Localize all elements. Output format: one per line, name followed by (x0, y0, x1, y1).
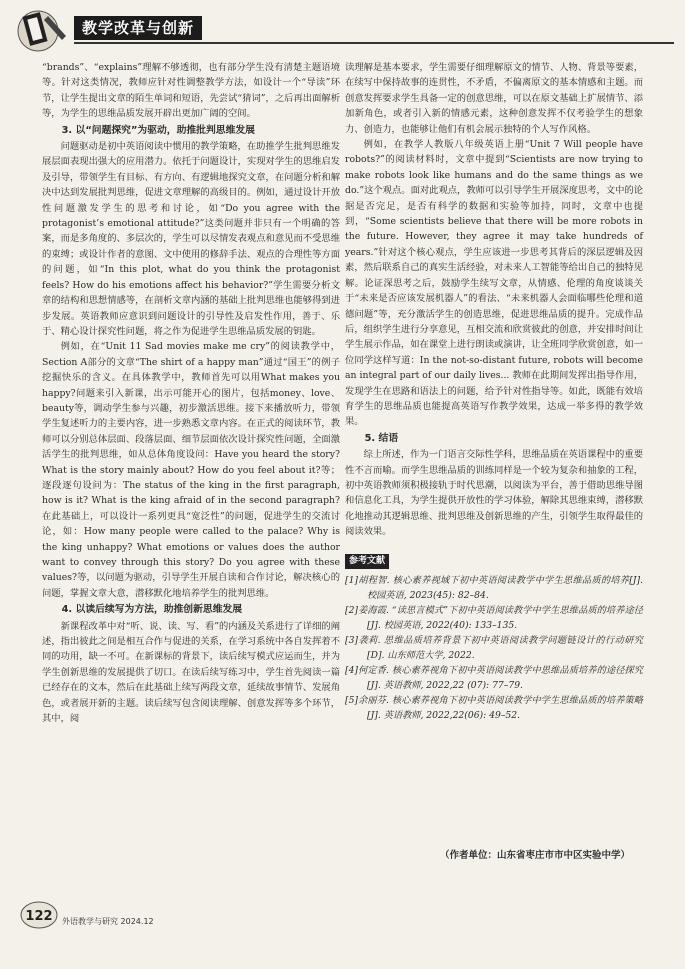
page-number: 122 (25, 909, 53, 924)
author-affiliation: （作者单位：山东省枣庄市市中区实验中学） (440, 850, 631, 861)
reference-item: [1]胡程智. 核心素养视域下初中英语阅读教学中学生思维品质的培养[J]. 校园英语, 2023(45): 82–84. (345, 575, 643, 601)
right-column (345, 60, 643, 723)
header-divider (74, 42, 674, 44)
paragraph: 读理解是基本要求，学生需要仔细理解原文的情节、人物、背景等要素，在续写中保持故事的连贯性，不矛盾，不偏离原文的基本情感和主题。而创意发挥要求学生具备一定的创意思维，可以在原文基础上扩展情节、添加新角色，或者引入新的情感元素，这种创意发挥不仅考验学生的想象力、创造力，也能够让他们有机会展示独特的个人写作风格。 (345, 62, 643, 135)
paragraph: 综上所述，作为一门语言交际性学科，思维品质在英语课程中的重要性不言而喻。而学生思维品质的训练同样是一个较为复杂和抽象的工程，初中英语教师须积极接轨于时代思潮，以阅读为平台，善于借助思维导图和信息化工具，为学生提供开放性的学习体验，解除其思维束缚，潜移默化地推动其逻辑思维、批判思维及创新思维的产生，引领学生取得最佳的阅读效果。 (345, 449, 643, 538)
header-logo-icon (14, 6, 78, 56)
paragraph: “brands”、“explains”理解不够透彻，也有部分学生没有清楚主题语境等。针对这类情况，教师应针对性调整教学方法，如设计一个“导读”环节，让学生提出文章的陌生单词和短语，先尝试“猜词”，之后再出面解析等，为学生的思维品质发展开辟出更加广阔的空间。 (42, 62, 340, 120)
journal-footer: 外语教学与研究 2024.12 (62, 917, 154, 926)
section-heading-5: 5. 结语 (364, 432, 399, 444)
paragraph: 问题驱动是初中英语阅读中惯用的教学策略，在助推学生批判思维发展层面表现出强大的应用潜力。依托于问题设计，实现对学生的思维启发及引导，带领学生有目标、有方向、有逻辑地探究文章，在问题分析和解决中达到发展批判思维，促进文章理解的高级目的。例如，通过设计开放性问题激发学生的思考和讨论，如“Do you agree with the protagonist’s emotional attitude?”这类问题并非只有一个明确的答案，而是多角度的、多层次的，学生可以尽情发表观点和意见而不受思维的束缚；或设计作者的意图、文中使用的修辞手法、观点的合理性等方面的问题，如“In this plot, what do you think the protagonist feels? How do his emotions affect his behavior?”学生需要分析文章的结构和思想情感等，在剖析文章内涵的基础上批判思维也能够得到进步发展。英语教师应意识到问题设计的引导性及启发性作用，善于、乐于、精心设计探究性问题，将之作为促进学生思维品质发展的钥匙。 (42, 141, 340, 337)
page-number-badge (20, 900, 58, 930)
reference-item: [3]袭莉. 思维品质培养背景下初中英语阅读教学问题链设计的行动研究[D]. 山东师范大学, 2022. (345, 635, 643, 661)
references-list (345, 573, 643, 723)
reference-item: [2]姜海霞. “读思言模式”下初中英语阅读教学中学生思维品质的培养途径[J]. 校园英语, 2022(40): 133–135. (345, 605, 643, 631)
paragraph: 例如，在教学人教版八年级英语上册“Unit 7 Will people have robots?”的阅读材料时，文章中提到“Scientists are now trying to make robots look like humans and do the same things as we do.”这个观点。面对此观点，教师可以引导学生开展深度思考，文中的论据是否完足，是否有科学的数据和实验等加持，同时，文章中也提到，“Some scientists believe that there will be more robots in the future. However, they agree it may take hundreds of years.”针对这个核心观点，学生应该进一步思考其背后的深层逻辑及因素，然后联系自己的真实生活经验，对未来人工智能等给出自己的独特见解。论证深思考之后，鼓励学生续写文章，从情感、伦理的角度谈谈关于“未来是否应该发展机器人”的看法、“未来机器人会面临哪些伦理和道德问题”等，充分激活学生的创造思维，促进思维品质的提升。完成作品后，组织学生进行分享意见，互相交流和欣赏彼此的创意，并安排时间让学生展示作品，如在课堂上进行朗读或演讲，让全班同学欣赏创意，如一位同学这样写道：In the not-so-distant future, robots will become an integral part of our daily lives... 教师在此期间发挥出指导作用，发现学生在思路和语法上的问题，给予针对性指导等。如此，既能有效培育学生的思维品质也能提高英语写作教学效果，达成一举多得的教学效果。 (345, 139, 643, 428)
section-title: 教学改革与创新 (74, 16, 202, 40)
paragraph: 新课程改革中对“听、说、读、写、看”的内涵及关系进行了详细的阐述，指出彼此之间是相互合作与促进的关系，在学习系统中各自发挥着不同的功用，缺一不可。在新课标的背景下，读后续写模式应运而生，并为学生创新思维的发展提供了切口。在读后续写练习中，学生首先阅读一篇已经存在的文本，然后在此基础上续写两段文章，延续故事情节、发展角色，或者展开新的主题。读后续写包含阅读理解、创意发挥等多个环节，其中，阅 (42, 620, 340, 725)
reference-item: [5]余丽芬. 核心素养视角下初中英语阅读教学中学生思维品质的培养策略[J]. 英语教师, 2022,22(06): 49–52. (345, 695, 643, 721)
left-column (42, 60, 340, 726)
section-heading-4: 4. 以读后续写为方法，助推创新思维发展 (61, 604, 243, 616)
reference-item: [4]何定香. 核心素养视角下初中英语阅读教学中思维品质培养的途径探究[J]. 英语教师, 2022,22 (07): 77–79. (345, 665, 643, 691)
paragraph: 例如，在“Unit 11 Sad movies make me cry”的阅读教学中，Section A部分的文章“The shirt of a happy man”通过“国王”的例子挖掘快乐的含义。在具体教学中，教师首先可以用What makes you happy?问题来引入新课，出示可能开心的图片，包括money、love、beauty等，调动学生参与兴趣，初步激活思维。接下来播放听力，带领学生复述听力的主要内容，进一步熟悉文章内容。在正式的阅读环节，教师可以分别总体层面、段落层面、细节层面依次设计探究性问题，全面激活学生的批判思维，如从总体角度设问：Have you heard the story? What is the story mainly about? How do you feel about it?等；逐段逐句设问为：The status of the king in the first paragraph, how is it? What is the king afraid of in the second paragraph?在此基础上，可以设计一系列更具“宽泛性”的问题，促进学生的交流讨论，如：How many people were called to the palace? Why is the king unhappy? What emotions or values does the author want to convey through this story? Do you agree with these values?等，以问题为驱动，引导学生开展自读和合作讨论，解决核心的问题，掌握文章大意，潜移默化地培养学生的批判思维。 (42, 341, 340, 599)
page-header (0, 0, 685, 62)
references-title: 参考文献 (345, 554, 389, 569)
section-heading-3: 3. 以“问题探究”为驱动，助推批判思维发展 (61, 124, 255, 136)
